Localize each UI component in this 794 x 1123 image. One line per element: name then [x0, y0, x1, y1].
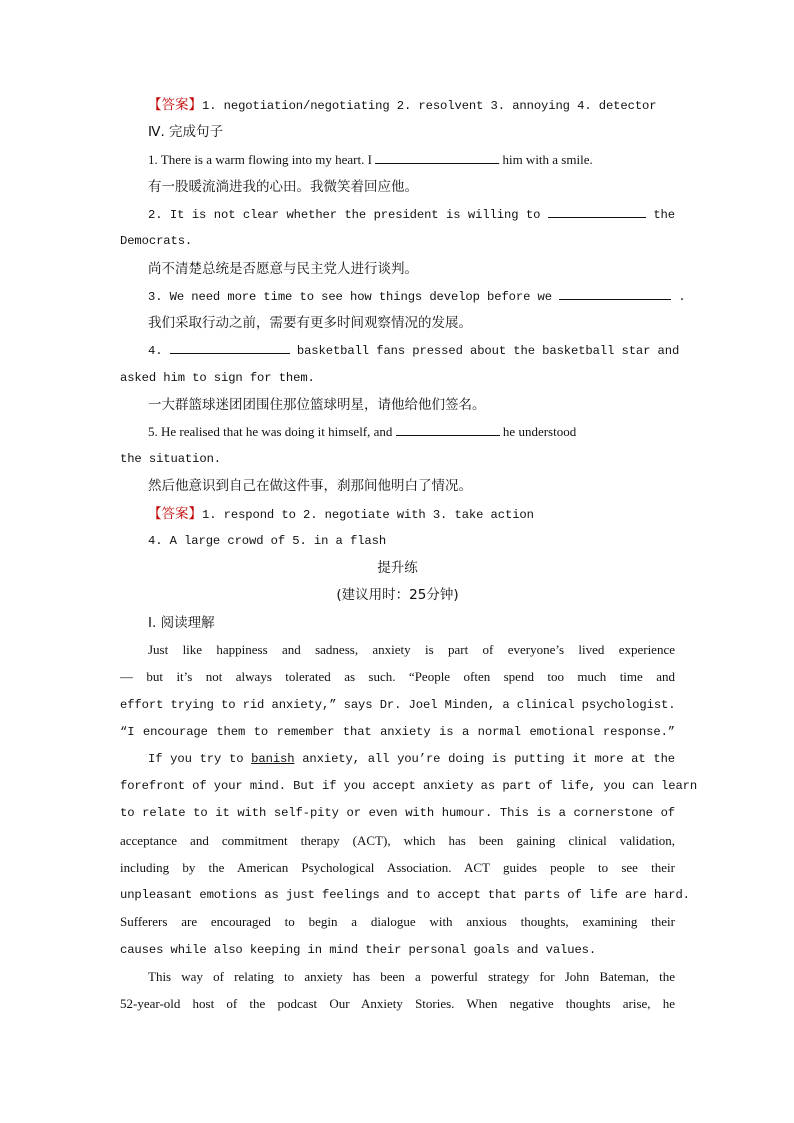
answer-text: 1. negotiation/negotiating 2. resolvent 3. annoying 4. detector [202, 99, 657, 113]
paragraph-1-line: effort trying to rid anxiety,” says Dr. Joel Minden, a clinical psychologist. [120, 698, 676, 712]
sentence-text: 4. [148, 344, 170, 358]
answer-blank[interactable] [375, 152, 499, 164]
answer-blank[interactable] [396, 424, 500, 436]
paragraph-2-line: including by the American Psychological Association. ACT guides people to see their [120, 860, 675, 875]
sentence-5-cont: the situation. [120, 452, 221, 466]
translation-1: 有一股暖流淌进我的心田。我微笑着回应他。 [148, 179, 418, 195]
sentence-text: basketball fans pressed about the basketball star and [296, 344, 680, 358]
sentence-text: him with a smile. [499, 152, 593, 167]
translation-4: 一大群篮球迷团团围住那位篮球明星，请他给他们签名。 [148, 397, 486, 413]
paragraph-2-line: Sufferers are encouraged to begin a dialogue with anxious thoughts, examining their [120, 914, 675, 929]
sentence-5 [148, 424, 675, 440]
sentence-text: . [671, 290, 686, 304]
paragraph-3-line: 52-year-old host of the podcast Our Anxiety Stories. When negative thoughts arise, he [120, 996, 675, 1011]
answer-text: 1. respond to 2. negotiate with 3. take action [202, 508, 534, 522]
section-title: Ⅳ. 完成句子 [148, 124, 224, 140]
paragraph-1-line: “I encourage them to remember that anxiety is a normal emotional response.” [120, 725, 675, 739]
answer-tag: 【答案】 [148, 97, 202, 113]
paragraph-1-line: — but it’s not always tolerated as such. “People often spend too much time and [120, 669, 675, 684]
paragraph-2-line: acceptance and commitment therapy (ACT), which has been gaining clinical validation, [120, 833, 675, 848]
sentence-2 [148, 206, 675, 223]
underlined-word: banish [251, 752, 295, 766]
answer-tag: 【答案】 [148, 506, 202, 522]
answer-blank[interactable] [170, 342, 290, 354]
sentence-1 [148, 152, 675, 168]
translation-2: 尚不清楚总统是否愿意与民主党人进行谈判。 [148, 261, 418, 277]
sentence-text: 1. There is a warm flowing into my heart. I [148, 152, 376, 167]
paragraph-text: anxiety, all you’re doing is putting it more at the [294, 752, 675, 766]
paragraph-2-line: causes while also keeping in mind their personal goals and values. [120, 943, 597, 957]
paragraph-1-line: Just like happiness and sadness, anxiety is part of everyone’s lived experience [148, 642, 675, 657]
sentence-text: the [653, 208, 675, 222]
answer-line-3: 4. A large crowd of 5. in a flash [148, 534, 387, 548]
answer-blank[interactable] [548, 206, 646, 218]
practice-title: 提升练 [377, 560, 418, 576]
sentence-4-cont: asked him to sign for them. [120, 371, 315, 385]
paragraph-2-line: forefront of your mind. But if you accept anxiety as part of life, you can learn [120, 779, 698, 793]
answer-line-1 [148, 97, 675, 114]
sentence-4 [148, 342, 680, 359]
paragraph-2-line: to relate to it with self-pity or even with humour. This is a cornerstone of [120, 806, 675, 820]
reading-title: Ⅰ. 阅读理解 [148, 615, 215, 631]
practice-time: (建议用时：25分钟) [336, 587, 459, 603]
sentence-text: he understood [499, 424, 577, 439]
paragraph-3-line: This way of relating to anxiety has been a powerful strategy for John Bateman, the [148, 969, 675, 984]
sentence-text: 3. We need more time to see how things develop before we [148, 290, 560, 304]
paragraph-text: If you try to [148, 752, 252, 766]
paragraph-2-line [148, 751, 675, 767]
sentence-text: 2. It is not clear whether the president is willing to [148, 208, 548, 222]
translation-3: 我们采取行动之前，需要有更多时间观察情况的发展。 [148, 315, 472, 331]
answer-blank[interactable] [559, 288, 671, 300]
sentence-3 [148, 288, 686, 305]
answer-line-2 [148, 506, 675, 523]
sentence-2-cont: Democrats. [120, 234, 193, 248]
translation-5: 然后他意识到自己在做这件事，刹那间他明白了情况。 [148, 478, 472, 494]
paragraph-2-line: unpleasant emotions as just feelings and to accept that parts of life are hard. [120, 888, 690, 902]
sentence-text: 5. He realised that he was doing it himself, and [148, 424, 396, 439]
